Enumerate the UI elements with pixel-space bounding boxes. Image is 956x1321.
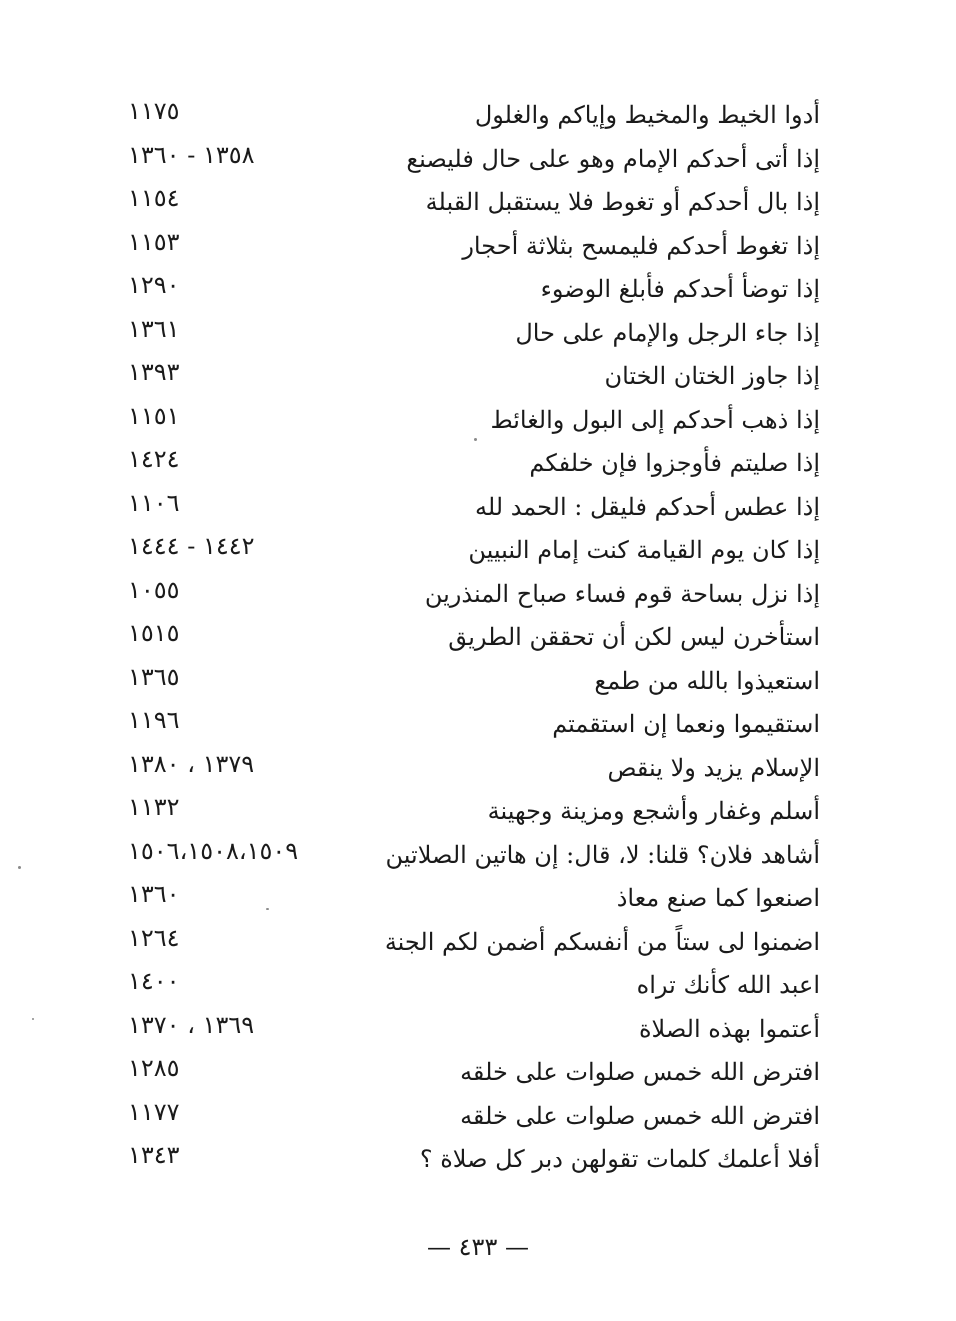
entry-text: افترض الله خمس صلوات على خلقه (460, 1058, 820, 1086)
entry-reference-number: ١١٩٦ (128, 706, 180, 734)
entry-reference-number: ١١٠٦ (128, 488, 180, 517)
entry-text: إذا جاوز الختان الختان (604, 362, 820, 390)
index-entry (120, 877, 830, 921)
index-entry (120, 268, 830, 312)
entry-text: اعبد الله كأنك تراه (636, 971, 820, 999)
entry-reference-number: ١١٧٥ (128, 97, 180, 125)
entry-text: إذا عطس أحدكم فليقل : الحمد لله (474, 492, 820, 521)
entry-text: إذا توضأ أحدكم فأبلغ الوضوء (540, 275, 820, 303)
scan-speck (32, 1018, 34, 1020)
entry-reference-number: ١٣٥٨ - ١٣٦٠ (128, 140, 255, 169)
index-entry (120, 529, 830, 573)
entry-reference-number: ١٢٨٥ (128, 1054, 180, 1082)
entry-text: إذا نزل بساحة قوم فساء صباح المنذرين (424, 579, 820, 608)
entry-text: استأخرن ليس لكن أن تحققن الطريق (448, 623, 820, 651)
scan-speck (18, 866, 21, 869)
index-entry (120, 616, 830, 660)
scan-speck (266, 908, 269, 910)
index-entry (120, 834, 830, 878)
entry-text: إذا صليتم فأوجزوا فإن خلفكم (529, 449, 820, 477)
entry-reference-number: ١٣٦١ (128, 314, 180, 343)
entry-text: إذا بال أحدكم أو تغوط فلا يستقبل القبلة (425, 188, 820, 216)
page-number: — ٤٣٣ — (427, 1233, 529, 1261)
entry-text: افترض الله خمس صلوات على خلقه (460, 1101, 820, 1130)
index-entry (120, 790, 830, 834)
entry-reference-number: ١٥١٥ (128, 619, 180, 647)
index-entry (120, 225, 830, 269)
entry-reference-number: ١٤٢٤ (128, 445, 180, 473)
index-entry (120, 660, 830, 704)
index-entry (120, 181, 830, 225)
index-entry (120, 1051, 830, 1095)
entry-text: الإسلام يزيد ولا ينقص (607, 753, 820, 782)
index-entry (120, 1095, 830, 1139)
entry-text: اصنعوا كما صنع معاذ (616, 884, 820, 912)
entry-text: إذا أتى أحدكم الإمام وهو على حال فليصنع (406, 144, 820, 173)
entry-text: إذا تغوط أحدكم فليمسح بثلاثة أحجار (462, 231, 820, 260)
entry-text: استعيذوا بالله من طمع (594, 666, 820, 695)
entry-reference-number: ١٣٦٥ (128, 662, 180, 691)
entry-reference-number: ١٥٠٦،١٥٠٨،١٥٠٩ (128, 836, 299, 865)
index-entry (120, 399, 830, 443)
index-entry (120, 964, 830, 1008)
entry-reference-number: ١٠٥٥ (128, 575, 180, 604)
entry-reference-number: ١٣٦٠ (128, 880, 180, 908)
entry-reference-number: ١٣٩٣ (128, 358, 180, 386)
entry-reference-number: ١١٧٧ (128, 1097, 180, 1126)
entry-reference-number: ١١٥١ (128, 401, 180, 430)
entry-text: أعتموا بهذه الصلاة (638, 1014, 820, 1043)
entry-reference-number: ١٢٦٤ (128, 923, 180, 952)
index-entry (120, 94, 830, 138)
entry-reference-number: ١٣٤٣ (128, 1141, 180, 1169)
entry-reference-number: ١٤٤٢ - ١٤٤٤ (128, 532, 255, 560)
scan-speck (474, 438, 477, 441)
entry-text: أفلا أعلمك كلمات تقولهن دبر كل صلاة ؟ (419, 1145, 820, 1173)
index-entry (120, 138, 830, 182)
index-entry (120, 1138, 830, 1182)
index-entry (120, 486, 830, 530)
entry-text: أسلم وغفار وأشجع ومزينة وجهينة (487, 797, 820, 825)
entry-reference-number: ١٢٩٠ (128, 271, 180, 299)
entry-text: أشاهد فلان؟ قلنا: لا، قال: إن هاتين الصلاتين (385, 840, 820, 869)
entry-reference-number: ١٤٠٠ (128, 967, 180, 995)
entry-reference-number: ١٣٦٩ ، ١٣٧٠ (128, 1010, 255, 1039)
entry-text: اضمنوا لى ستاً من أنفسكم أضمن لكم الجنة (384, 927, 820, 956)
entry-text: إذا كان يوم القيامة كنت إمام النبيين (468, 536, 820, 564)
entry-reference-number: ١١٥٤ (128, 184, 180, 212)
entry-text: استقيموا ونعما إن استقمتم (552, 710, 820, 738)
entry-text: إذا جاء الرجل والإمام على حال (515, 318, 820, 347)
entry-reference-number: ١١٥٣ (128, 227, 180, 256)
index-entry (120, 747, 830, 791)
entry-text: إذا ذهب أحدكم إلى البول والغائط (490, 405, 820, 434)
entry-reference-number: ١٣٧٩ ، ١٣٨٠ (128, 749, 255, 778)
index-entry (120, 703, 830, 747)
index-entry (120, 355, 830, 399)
index-entry (120, 312, 830, 356)
index-entry (120, 1008, 830, 1052)
index-entries (120, 94, 830, 1182)
entry-reference-number: ١١٣٢ (128, 793, 180, 821)
entry-text: أدوا الخيط والمخيط وإياكم والغلول (474, 101, 820, 129)
index-entry (120, 442, 830, 486)
index-entry (120, 573, 830, 617)
index-entry (120, 921, 830, 965)
